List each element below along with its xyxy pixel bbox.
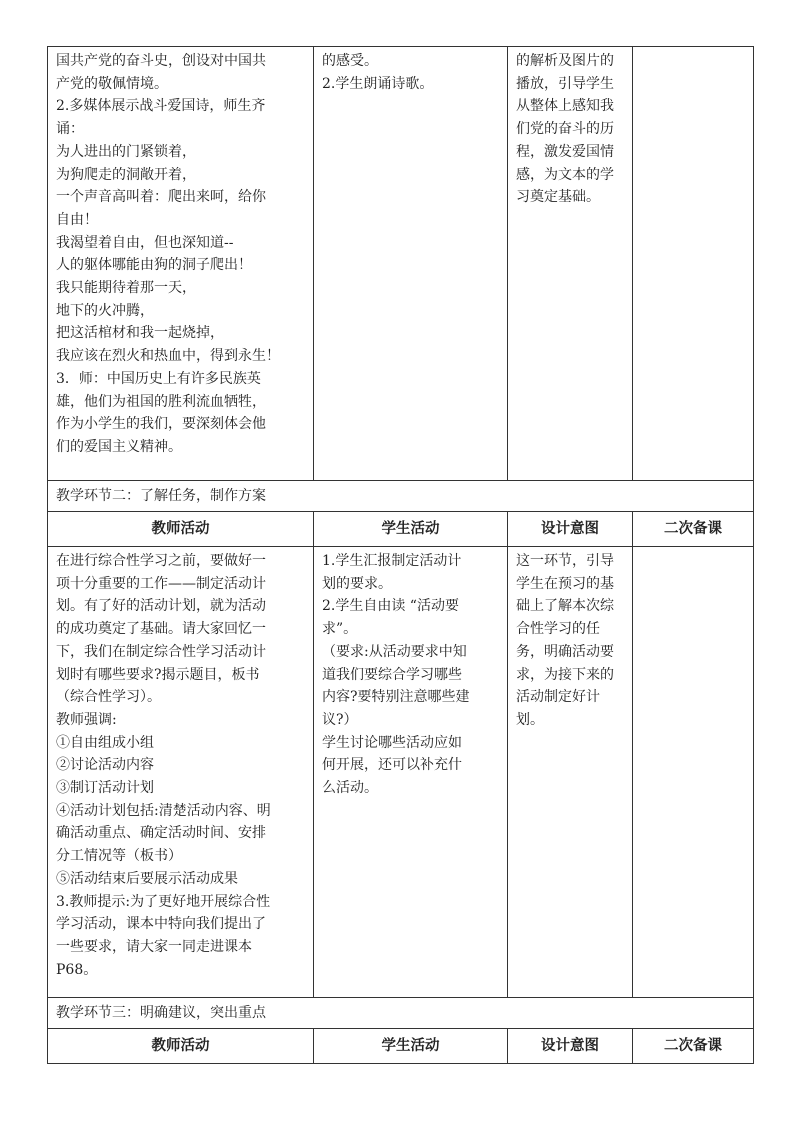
text-line: 一个声音高叫着：爬出来呵，给你 <box>56 189 266 206</box>
text-line: 议?） <box>322 711 358 728</box>
text-line: 的成功奠定了基础。请大家回忆一 <box>56 621 266 638</box>
text-line: 雄，他们为祖国的胜利流血牺牲， <box>56 393 266 410</box>
text-line: 作为小学生的我们，要深刻体会他 <box>56 416 266 433</box>
text-line: 们党的奋斗的历 <box>516 121 614 138</box>
text-line: 从整体上感知我 <box>516 98 614 115</box>
text-line: 诵： <box>56 121 84 138</box>
column-header-student: 学生活动 <box>314 512 508 547</box>
column-header-intent: 设计意图 <box>508 512 633 547</box>
column-header-intent: 设计意图 <box>508 1029 633 1064</box>
text-line: 学习活动，课本中特向我们提出了 <box>56 916 266 933</box>
text-line: 把这活棺材和我一起烧掉， <box>56 325 224 342</box>
text-line: 分工情况等（板书） <box>56 848 182 865</box>
text-line: 1.学生汇报制定活动计 <box>322 553 462 569</box>
text-line: 们的爱国主义精神。 <box>56 438 182 455</box>
lesson-plan-table <box>47 46 754 1064</box>
text-line: 活动制定好计 <box>516 689 600 706</box>
section-heading: 教学环节二：了解任务，制作方案 <box>48 481 754 512</box>
header-row <box>48 1029 754 1064</box>
column-header-student: 学生活动 <box>314 1029 508 1064</box>
text-line: 求”。 <box>322 621 358 638</box>
text-line: 的解析及图片的 <box>516 53 614 69</box>
text-line: 划。有了好的活动计划，就为活动 <box>56 598 266 615</box>
table-row <box>48 547 754 998</box>
student-activity-cell <box>314 47 508 481</box>
text-line: 在进行综合性学习之前，要做好一 <box>56 553 266 569</box>
text-line: 2.多媒体展示战斗爱国诗，师生齐 <box>56 98 266 115</box>
text-line: 我应该在烈火和热血中，得到永生！ <box>56 348 280 365</box>
section-heading: 教学环节三：明确建议，突出重点 <box>48 998 754 1029</box>
table-row <box>48 47 754 481</box>
text-line: ⑤活动结束后要展示活动成果 <box>56 870 238 887</box>
text-line: 础上了解本次综 <box>516 598 614 615</box>
text-line: 播放，引导学生 <box>516 75 614 92</box>
text-line: 人的躯体哪能由狗的洞子爬出！ <box>56 257 252 274</box>
text-line: 划的要求。 <box>322 575 392 592</box>
header-row <box>48 512 754 547</box>
text-line: ②讨论活动内容 <box>56 757 154 774</box>
text-line: 产党的敬佩情境。 <box>56 75 168 92</box>
text-line: ④活动计划包括:清楚活动内容、明 <box>56 802 271 819</box>
design-intent-cell <box>508 47 633 481</box>
text-line: 求，为接下来的 <box>516 666 614 683</box>
text-line: 我渴望着自由，但也深知道-- <box>56 234 234 251</box>
second-prep-cell <box>633 47 754 481</box>
text-line: ③制订活动计划 <box>56 780 154 797</box>
table-row <box>48 998 754 1029</box>
text-line: 3.教师提示:为了更好地开展综合性 <box>56 893 271 910</box>
text-line: 习奠定基础。 <box>516 189 600 206</box>
text-line: 划时有哪些要求?揭示题目，板书 <box>56 666 260 683</box>
text-line: 2.学生自由读 “活动要 <box>322 598 459 615</box>
column-header-teacher: 教师活动 <box>48 1029 314 1064</box>
text-line: （综合性学习）。 <box>56 689 161 706</box>
text-line: 自由！ <box>56 211 98 228</box>
text-line: P68。 <box>56 961 98 978</box>
text-line: 我只能期待着那一天， <box>56 280 196 297</box>
text-line: 3．师：中国历史上有许多民族英 <box>56 370 261 387</box>
text-line: 为人进出的门紧锁着， <box>56 143 196 160</box>
text-line: 地下的火冲腾， <box>56 302 154 319</box>
text-line: 项十分重要的工作——制定活动计 <box>56 575 266 592</box>
design-intent-cell <box>508 547 633 998</box>
text-line: 教师强调: <box>56 711 117 728</box>
text-line: 感，为文本的学 <box>516 166 614 183</box>
text-line: 划。 <box>516 711 544 728</box>
teacher-activity-cell <box>48 47 314 481</box>
text-line: 道我们要综合学习哪些 <box>322 666 462 683</box>
text-line: 学生讨论哪些活动应如 <box>322 734 462 751</box>
text-line: 为狗爬走的洞敞开着， <box>56 166 196 183</box>
text-line: 确活动重点、确定活动时间、安排 <box>56 825 266 842</box>
text-line: 何开展，还可以补充什 <box>322 757 462 774</box>
student-activity-cell <box>314 547 508 998</box>
text-line: ①自由组成小组 <box>56 734 154 751</box>
column-header-prep: 二次备课 <box>633 512 754 547</box>
second-prep-cell <box>633 547 754 998</box>
text-line: 合性学习的任 <box>516 621 600 638</box>
text-line: 么活动。 <box>322 780 378 797</box>
text-line: 务，明确活动要 <box>516 643 614 660</box>
text-line: 内容?要特别注意哪些建 <box>322 689 470 706</box>
column-header-teacher: 教师活动 <box>48 512 314 547</box>
text-line: 这一环节，引导 <box>516 553 614 569</box>
teacher-activity-cell <box>48 547 314 998</box>
text-line: 程，激发爱国情 <box>516 143 614 160</box>
text-line: 的感受。 <box>322 53 378 69</box>
text-line: 国共产党的奋斗史，创设对中国共 <box>56 53 266 69</box>
column-header-prep: 二次备课 <box>633 1029 754 1064</box>
text-line: 下，我们在制定综合性学习活动计 <box>56 643 266 660</box>
text-line: 学生在预习的基 <box>516 575 614 592</box>
table-row <box>48 481 754 512</box>
text-line: （要求:从活动要求中知 <box>322 643 467 660</box>
text-line: 2.学生朗诵诗歌。 <box>322 75 434 92</box>
text-line: 一些要求，请大家一同走进课本 <box>56 938 252 955</box>
